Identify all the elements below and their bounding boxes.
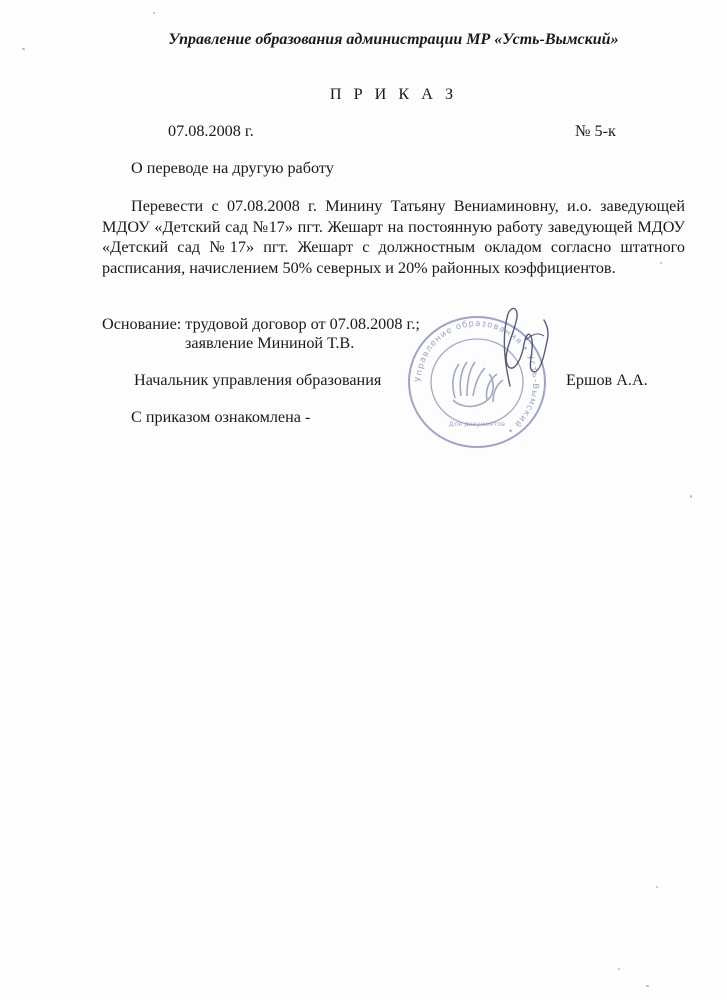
handwritten-signature: [486, 300, 556, 390]
order-date: 07.08.2008 г.: [168, 122, 254, 140]
signer-name: Ершов А.А.: [566, 371, 648, 389]
scan-speck: [690, 495, 692, 498]
scan-speck: [656, 886, 658, 888]
scan-speck: [618, 968, 620, 970]
organization-header: Управление образования администрации МР «Усть-Вымский»: [168, 31, 619, 48]
svg-text:Управление образования • Усть-: Управление образования • Усть-Вымский •: [413, 318, 541, 436]
basis-line-1: Основание: трудовой договор от 07.08.2008 г.;: [102, 315, 420, 333]
order-number: № 5-к: [575, 122, 616, 140]
svg-text:Для документов: Для документов: [448, 420, 506, 428]
scan-speck: [646, 985, 649, 987]
scan-speck: [660, 262, 662, 264]
order-subject: О переводе на другую работу: [131, 159, 334, 177]
acknowledgement-line: С приказом ознакомлена -: [131, 408, 311, 426]
scan-speck: [22, 48, 25, 50]
order-body: Перевести с 07.08.2008 г. Минину Татьяну Вениаминовну, и.о. заведующей МДОУ «Детский сад №17» пгт. Жешарт на постоянную работу заведующей МДОУ «Детский сад №17» пгт. Жешарт с должностным окладом согласно штатного расписания, начислением 50% северных и 20% районных коэффициентов.: [102, 197, 685, 277]
scan-speck: [153, 12, 155, 14]
official-stamp: [403, 312, 551, 452]
document-title: П Р И К А З: [329, 85, 458, 103]
basis-line-2: заявление Мининой Т.В.: [185, 334, 355, 352]
signer-position: Начальник управления образования: [134, 371, 382, 389]
